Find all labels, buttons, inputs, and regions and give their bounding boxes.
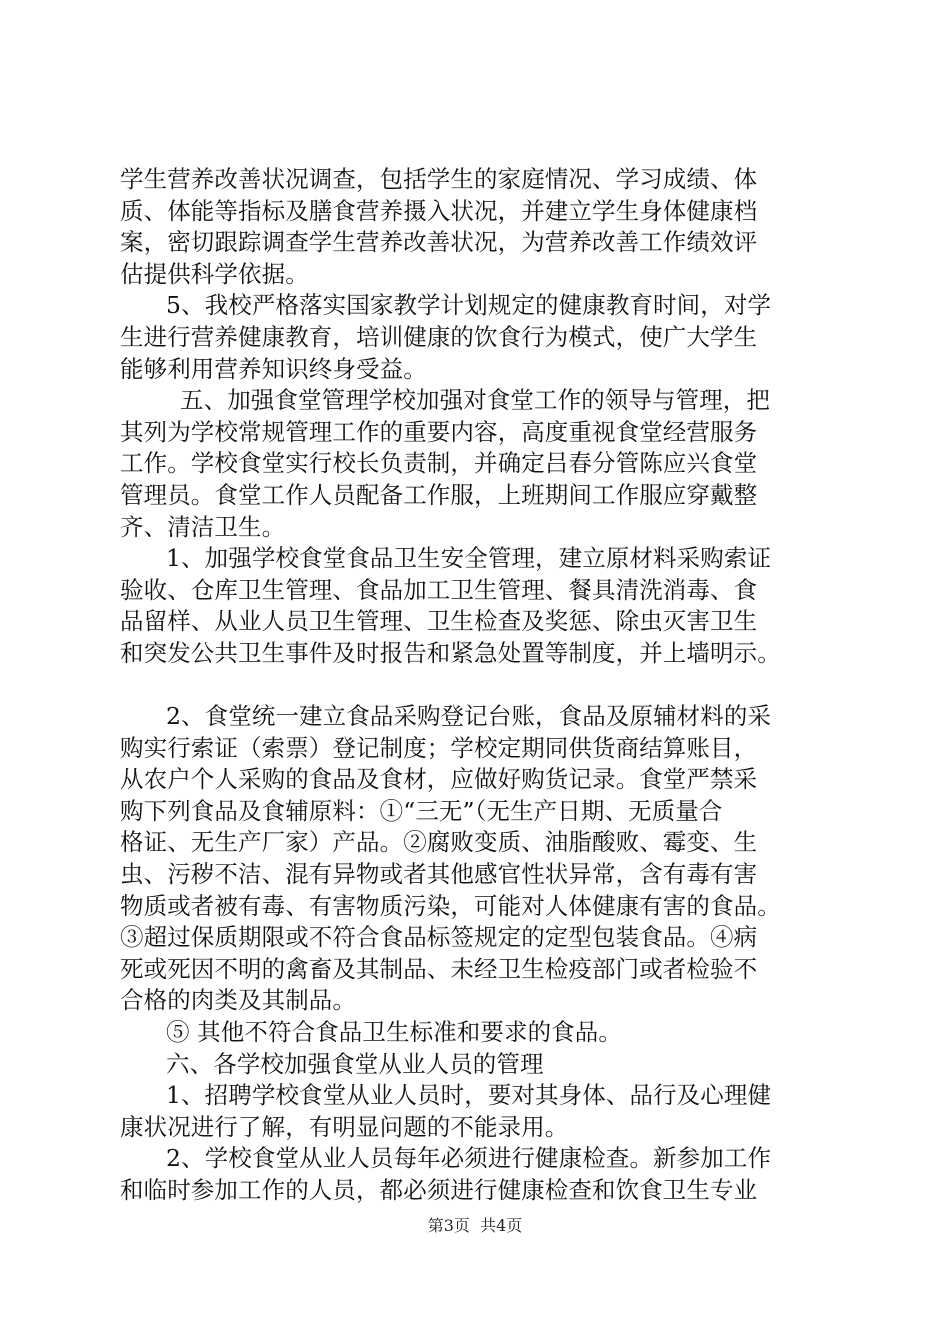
text-line: 和突发公共卫生事件及时报告和紧急处置等制度，并上墙明示。 (120, 638, 781, 667)
page-footer (0, 1216, 950, 1236)
text-line: 康状况进行了解，有明显问题的不能录用。 (120, 1112, 569, 1141)
text-line: 生进行营养健康教育，培训健康的饮食行为模式，使广大学生 (120, 322, 758, 351)
section-heading-5: 五、加强食堂管理学校加强对食堂工作的领导与管理，把 (180, 386, 770, 415)
text-line: 学生营养改善状况调查，包括学生的家庭情况、学习成绩、体 (120, 165, 758, 193)
text-line: 其列为学校常规管理工作的重要内容，高度重视食堂经营服务 (120, 417, 758, 446)
text-line: 质、体能等指标及膳食营养摄入状况，并建立学生身体健康档 (120, 196, 758, 225)
text-line: 估提供科学依据。 (120, 259, 309, 288)
text-line: 验收、仓库卫生管理、食品加工卫生管理、餐具清洗消毒、食 (120, 575, 758, 604)
text-line: 品留样、从业人员卫生管理、卫生检查及奖惩、除虫灭害卫生 (120, 607, 758, 636)
text-line: 和临时参加工作的人员，都必须进行健康检查和饮食卫生专业 (120, 1176, 758, 1204)
text-line: 购实行索证（索票）登记制度；学校定期同供货商结算账目， (120, 733, 758, 762)
paragraph-start: 2、食堂统一建立食品采购登记台账，食品及原辅材料的采 (166, 702, 772, 731)
text-line: 物质或者被有毒、有害物质污染，可能对人体健康有害的食品。 (120, 891, 781, 920)
text-line: 齐、清洁卫生。 (120, 512, 286, 541)
text-line: 工作。学校食堂实行校长负责制，并确定吕春分管陈应兴食堂 (120, 449, 758, 478)
paragraph-start: ⑤ 其他不符合食品卫生标准和要求的食品。 (166, 1018, 622, 1047)
text-line: 虫、污秽不洁、混有异物或者其他感官性状异常，含有毒有害 (120, 860, 758, 889)
paragraph-start: 5、我校严格落实国家教学计划规定的健康教育时间，对学 (166, 291, 772, 320)
text-line: 购下列食品及食辅原料：①“三无”（无生产日期、无质量合 (120, 796, 723, 825)
text-line: 从农户个人采购的食品及食材，应做好购货记录。食堂严禁采 (120, 765, 758, 794)
section-heading-6: 六、各学校加强食堂从业人员的管理 (166, 1049, 544, 1078)
text-line: 能够利用营养知识终身受益。 (120, 354, 427, 383)
paragraph-start: 1、招聘学校食堂从业人员时，要对其身体、品行及心理健 (166, 1081, 772, 1110)
text-line: 合格的肉类及其制品。 (120, 986, 356, 1015)
text-line: 格证、无生产厂家）产品。②腐败变质、油脂酸败、霉变、生 (120, 828, 758, 857)
text-line: 案，密切跟踪调查学生营养改善状况，为营养改善工作绩效评 (120, 228, 758, 257)
document-body (120, 164, 840, 1207)
paragraph-start: 2、学校食堂从业人员每年必须进行健康检查。新参加工作 (166, 1144, 772, 1173)
text-line: 死或死因不明的禽畜及其制品、未经卫生检疫部门或者检验不 (120, 954, 758, 983)
text-line: ③超过保质期限或不符合食品标签规定的定型包装食品。④病 (120, 923, 758, 952)
page-number: 第3页 共4页 (427, 1216, 523, 1235)
text-line: 管理员。食堂工作人员配备工作服，上班期间工作服应穿戴整 (120, 480, 758, 509)
paragraph-start: 1、加强学校食堂食品卫生安全管理，建立原材料采购索证 (166, 544, 772, 573)
blank-line (120, 670, 840, 702)
